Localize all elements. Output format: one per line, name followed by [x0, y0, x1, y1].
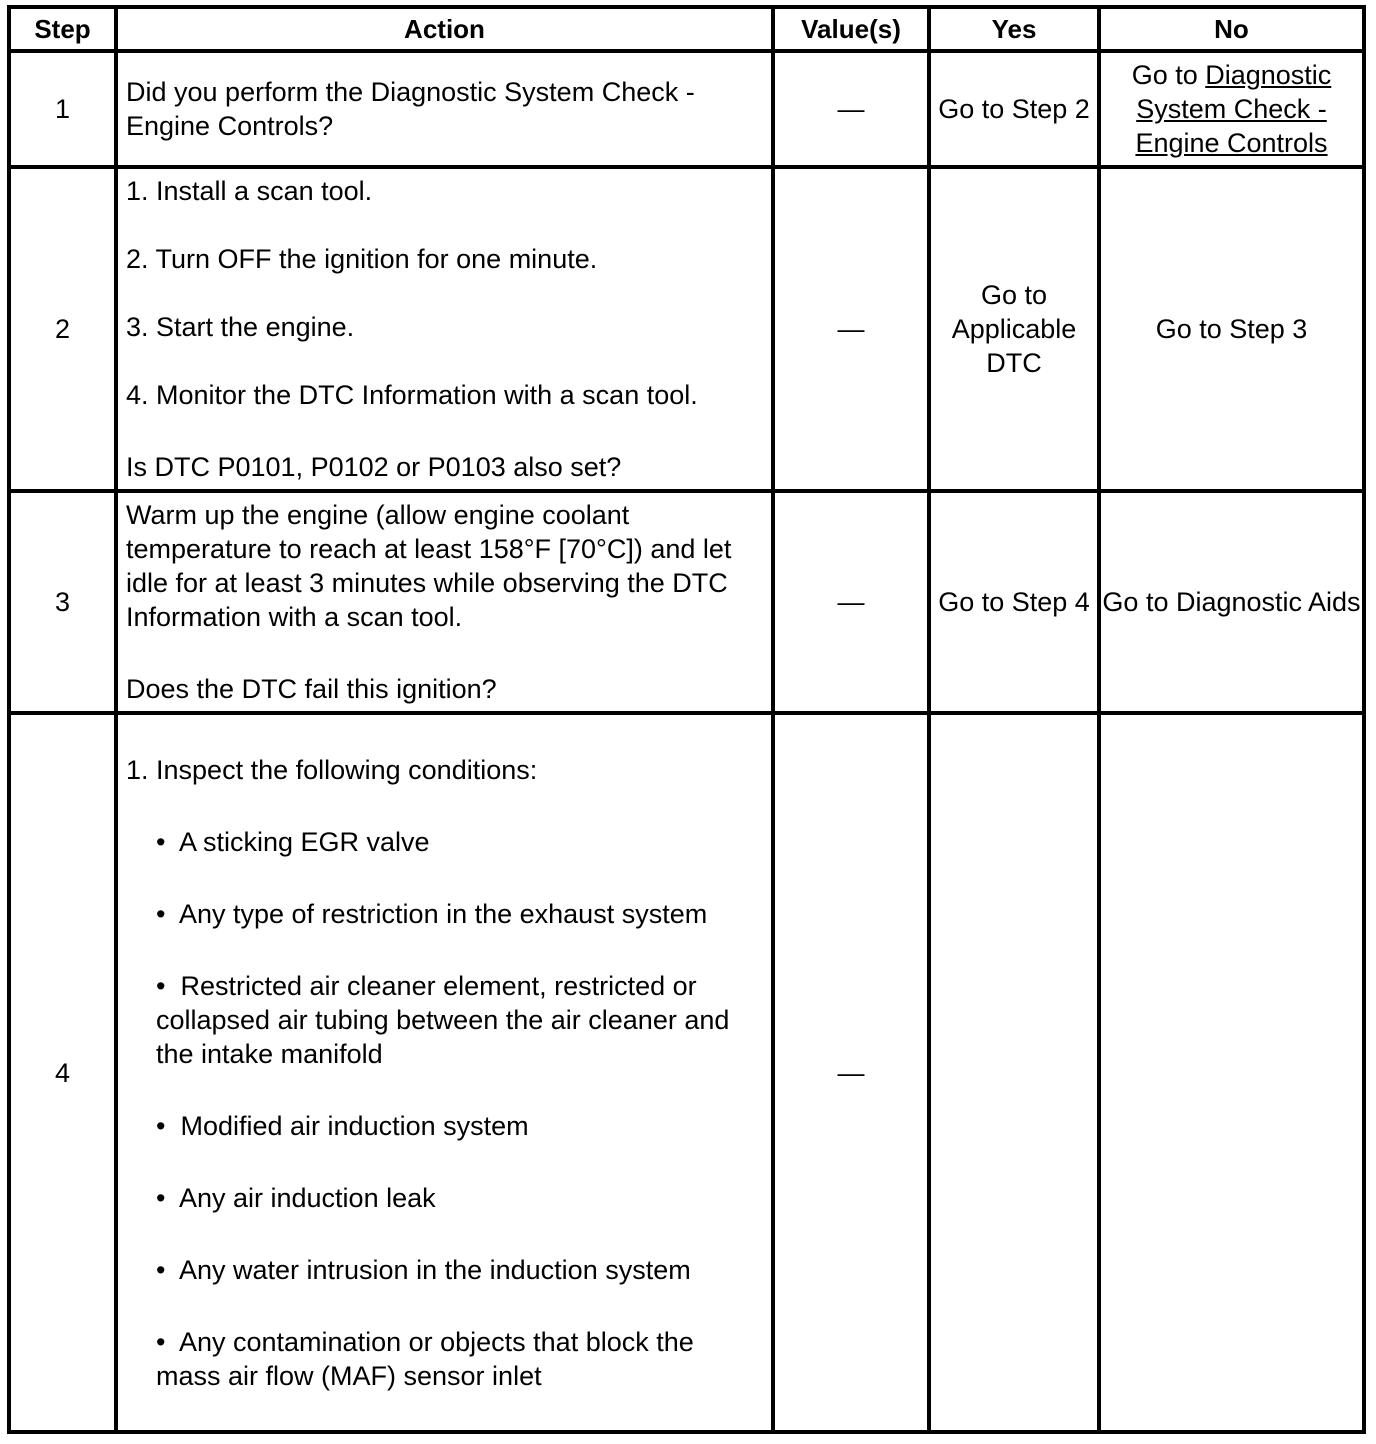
yes-cell — [929, 713, 1099, 1432]
action-cell — [116, 167, 773, 491]
yes-cell: Go to Applicable DTC — [929, 167, 1099, 491]
action-question: Is DTC P0101, P0102 or P0103 also set? — [126, 452, 622, 482]
yes-cell: Go to Step 4 — [929, 491, 1099, 713]
value-cell: — — [773, 713, 929, 1432]
step-number: 2 — [9, 167, 116, 491]
no-cell: Go to Step 3 — [1099, 167, 1364, 491]
condition-item: • Any water intrusion in the induction system — [156, 1254, 691, 1285]
condition-item: • Any contamination or objects that block the mass air flow (MAF) sensor inlet — [156, 1326, 694, 1391]
action-cell — [116, 713, 773, 1432]
no-cell — [1099, 713, 1364, 1432]
no-prefix: Go to — [1131, 60, 1206, 90]
action-item: 2. Turn OFF the ignition for one minute. — [126, 244, 598, 274]
header-values: Value(s) — [773, 7, 929, 51]
yes-cell: Go to Step 2 — [929, 51, 1099, 167]
action-text: Warm up the engine (allow engine coolant temperature to reach at least 158°F [70°C]) and let idle for at least 3 minutes while observing the DTC Information with a scan tool. — [126, 500, 732, 632]
action-cell — [116, 491, 773, 713]
action-item: 4. Monitor the DTC Information with a scan tool. — [126, 380, 698, 410]
condition-item: • Any type of restriction in the exhaust system — [156, 898, 708, 929]
value-cell: — — [773, 51, 929, 167]
condition-item: • A sticking EGR valve — [156, 826, 430, 857]
header-action: Action — [116, 7, 773, 51]
action-intro: 1. Inspect the following conditions: — [126, 754, 538, 785]
value-cell: — — [773, 491, 929, 713]
action-item: 1. Install a scan tool. — [126, 176, 373, 206]
step-number: 1 — [9, 51, 116, 167]
no-cell — [1099, 51, 1364, 167]
condition-item: • Any air induction leak — [156, 1182, 436, 1213]
step-number: 3 — [9, 491, 116, 713]
header-no: No — [1099, 7, 1364, 51]
table-row — [9, 51, 1364, 167]
table-row — [9, 491, 1364, 713]
condition-item: • Restricted air cleaner element, restricted or collapsed air tubing between the air cleaner and the intake manifold — [156, 970, 730, 1069]
action-item: 3. Start the engine. — [126, 312, 355, 342]
action-text: Did you perform the Diagnostic System Check - Engine Controls? — [116, 51, 773, 167]
header-row — [9, 7, 1364, 51]
value-cell: — — [773, 167, 929, 491]
header-step: Step — [9, 7, 116, 51]
header-yes: Yes — [929, 7, 1099, 51]
action-question: Does the DTC fail this ignition? — [126, 674, 497, 704]
diagnostic-system-check-link[interactable]: Diagnostic System Check - Engine Controls — [1135, 60, 1332, 158]
table-row — [9, 167, 1364, 491]
no-cell: Go to Diagnostic Aids — [1099, 491, 1364, 713]
diagnostic-table — [7, 5, 1366, 1434]
step-number: 4 — [9, 713, 116, 1432]
condition-item: • Modified air induction system — [156, 1110, 529, 1141]
table-row — [9, 713, 1364, 1432]
